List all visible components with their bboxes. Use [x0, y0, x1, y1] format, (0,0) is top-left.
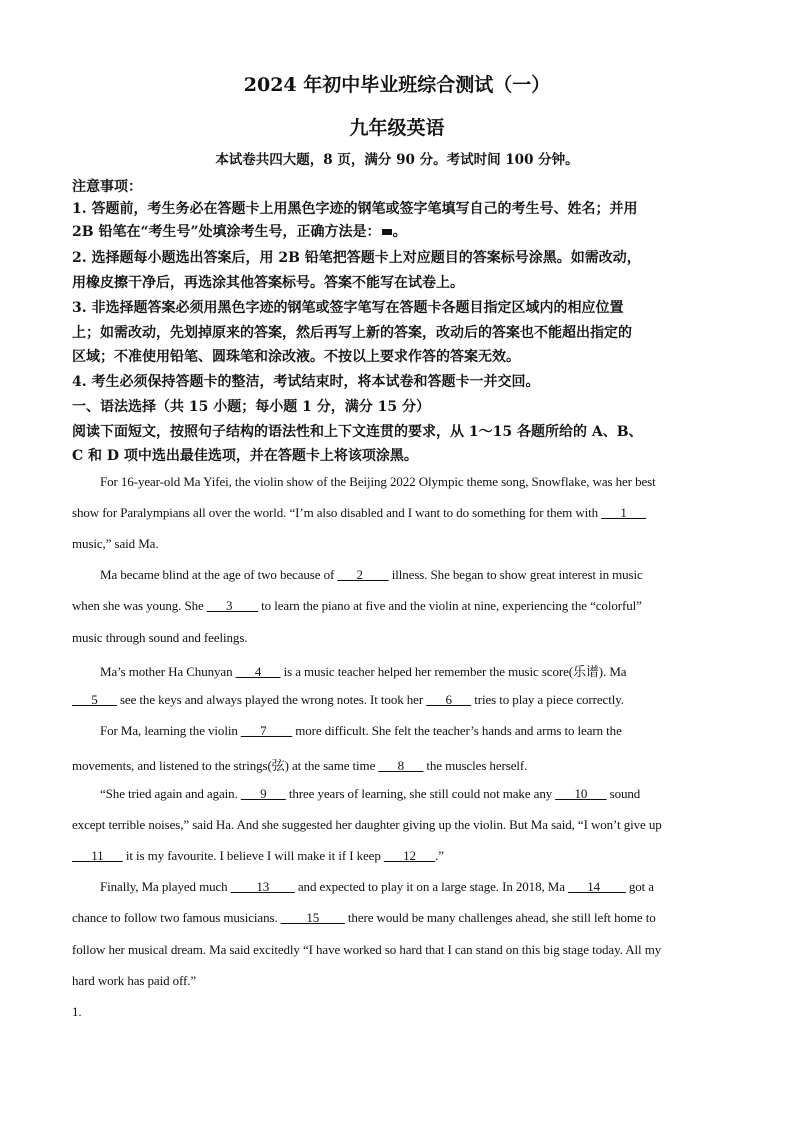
passage-text: Ma became blind at the age of two because of	[100, 567, 338, 582]
blank-13: ____13____	[230, 879, 295, 894]
passage-line: follow her musical dream. Ma said excitedly “I have worked so hard that I can stand on this big stage today. All my	[72, 942, 662, 957]
passage-text: it is my favourite. I believe I will make it if I keep	[122, 848, 384, 863]
note-3-line-2: 上；如需改动，先划掉原来的答案，然后再写上新的答案，改动后的答案也不能超出指定的	[72, 325, 632, 341]
passage-text: “She tried again and again.	[100, 786, 241, 801]
passage-text: the muscles herself.	[423, 758, 528, 773]
blank-10: ___10___	[555, 786, 607, 801]
passage-line	[72, 910, 722, 926]
passage-line	[72, 755, 722, 774]
note-1-line-2-text: 2B 铅笔在“考生号”处填涂考生号，正确方法是：	[72, 224, 381, 240]
notes-heading: 注意事项：	[72, 179, 142, 195]
question-number: 1.	[72, 1004, 82, 1019]
passage-text: sound	[606, 786, 641, 801]
passage-text: Ma’s mother Ha Chunyan	[100, 664, 236, 679]
note-1-line-2	[72, 221, 722, 241]
blank-11: ___11___	[72, 848, 123, 863]
blank-7: ___7____	[240, 723, 293, 738]
passage-text: tries to play a piece correctly.	[471, 692, 624, 707]
exam-info: 本试卷共四大题，8 页，满分 90 分。考试时间 100 分钟。	[215, 152, 579, 168]
blank-6: ___6___	[426, 692, 472, 707]
blank-1: ___1___	[601, 505, 646, 520]
passage-line	[72, 692, 722, 708]
passage-line	[100, 879, 750, 895]
exam-title: 2024 年初中毕业班综合测试（一）	[243, 74, 551, 96]
passage-line	[100, 567, 750, 583]
passage-line	[100, 661, 750, 680]
passage-text: .”	[435, 848, 444, 863]
passage-text: three years of learning, she still could not make any	[285, 786, 556, 801]
section-title: 一、语法选择（共 15 小题；每小题 1 分，满分 15 分）	[72, 399, 430, 415]
note-4: 4. 考生必须保持答题卡的整洁，考试结束时，将本试卷和答题卡一并交回。	[72, 374, 540, 390]
subject-title: 九年级英语	[349, 117, 445, 139]
passage-line	[72, 598, 722, 614]
section-instruction-1: 阅读下面短文，按照句子结构的语法性和上下文连贯的要求，从 1～15 各题所给的 A、B、	[72, 424, 643, 440]
passage-text: illness. She began to show great interest in music	[388, 567, 643, 582]
note-2-line-1: 2. 选择题每小题选出答案后，用 2B 铅笔把答题卡上对应题目的答案标号涂黑。如需改动，	[72, 250, 641, 266]
passage-line	[100, 786, 750, 802]
passage-text: show for Paralympians all over the world. “I’m also disabled and I want to do something for them with	[72, 505, 602, 520]
blank-3: ___3____	[206, 598, 259, 613]
passage-line: hard work has paid off.”	[72, 973, 197, 988]
passage-text: is a music teacher helped her remember the music score(乐谱). Ma	[280, 664, 627, 679]
passage-line	[72, 505, 722, 521]
passage-text: see the keys and always played the wrong notes. It took her	[116, 692, 427, 707]
blank-15: ____15____	[280, 910, 345, 925]
passage-text: more difficult. She felt the teacher’s hands and arms to learn the	[292, 723, 622, 738]
filled-bubble-icon	[382, 229, 392, 235]
blank-4: ___4___	[235, 664, 281, 679]
blank-9: ___9___	[240, 786, 286, 801]
note-1-line-2-end: 。	[392, 224, 407, 240]
passage-line: For 16-year-old Ma Yifei, the violin show of the Beijing 2022 Olympic theme song, Snowflake, was her best	[100, 474, 656, 489]
passage-line: music through sound and feelings.	[72, 630, 248, 645]
passage-text: Finally, Ma played much	[100, 879, 231, 894]
passage-text: when she was young. She	[72, 598, 207, 613]
passage-text: there would be many challenges ahead, she still left home to	[344, 910, 656, 925]
note-3-line-1: 3. 非选择题答案必须用黑色字迹的钢笔或签字笔写在答题卡各题目指定区域内的相应位置	[72, 300, 624, 316]
blank-8: ___8___	[378, 758, 424, 773]
note-1-line-1: 1. 答题前，考生务必在答题卡上用黑色字迹的钢笔或签字笔填写自己的考生号、姓名；并用	[72, 201, 638, 217]
blank-14: ___14____	[568, 879, 626, 894]
blank-5: ___5___	[72, 692, 117, 707]
passage-text: For Ma, learning the violin	[100, 723, 241, 738]
passage-text: movements, and listened to the strings(弦) at the same time	[72, 758, 379, 773]
blank-2: ___2____	[337, 567, 389, 582]
passage-text: to learn the piano at five and the violin at nine, experiencing the “colorful”	[258, 598, 642, 613]
section-instruction-2: C 和 D 项中选出最佳选项，并在答题卡上将该项涂黑。	[72, 448, 418, 464]
passage-text: chance to follow two famous musicians.	[72, 910, 281, 925]
passage-text: and expected to play it on a large stage. In 2018, Ma	[294, 879, 569, 894]
note-3-line-3: 区域；不准使用铅笔、圆珠笔和涂改液。不按以上要求作答的答案无效。	[72, 349, 520, 365]
passage-line: music,” said Ma.	[72, 536, 159, 551]
passage-line: except terrible noises,” said Ha. And she suggested her daughter giving up the violin. But Ma said, “I won’t give up	[72, 817, 662, 832]
passage-text: got a	[625, 879, 654, 894]
passage-line	[100, 723, 750, 739]
blank-12: ___12___	[383, 848, 436, 863]
passage-line	[72, 848, 722, 864]
note-2-line-2: 用橡皮擦干净后，再选涂其他答案标号。答案不能写在试卷上。	[72, 275, 464, 291]
